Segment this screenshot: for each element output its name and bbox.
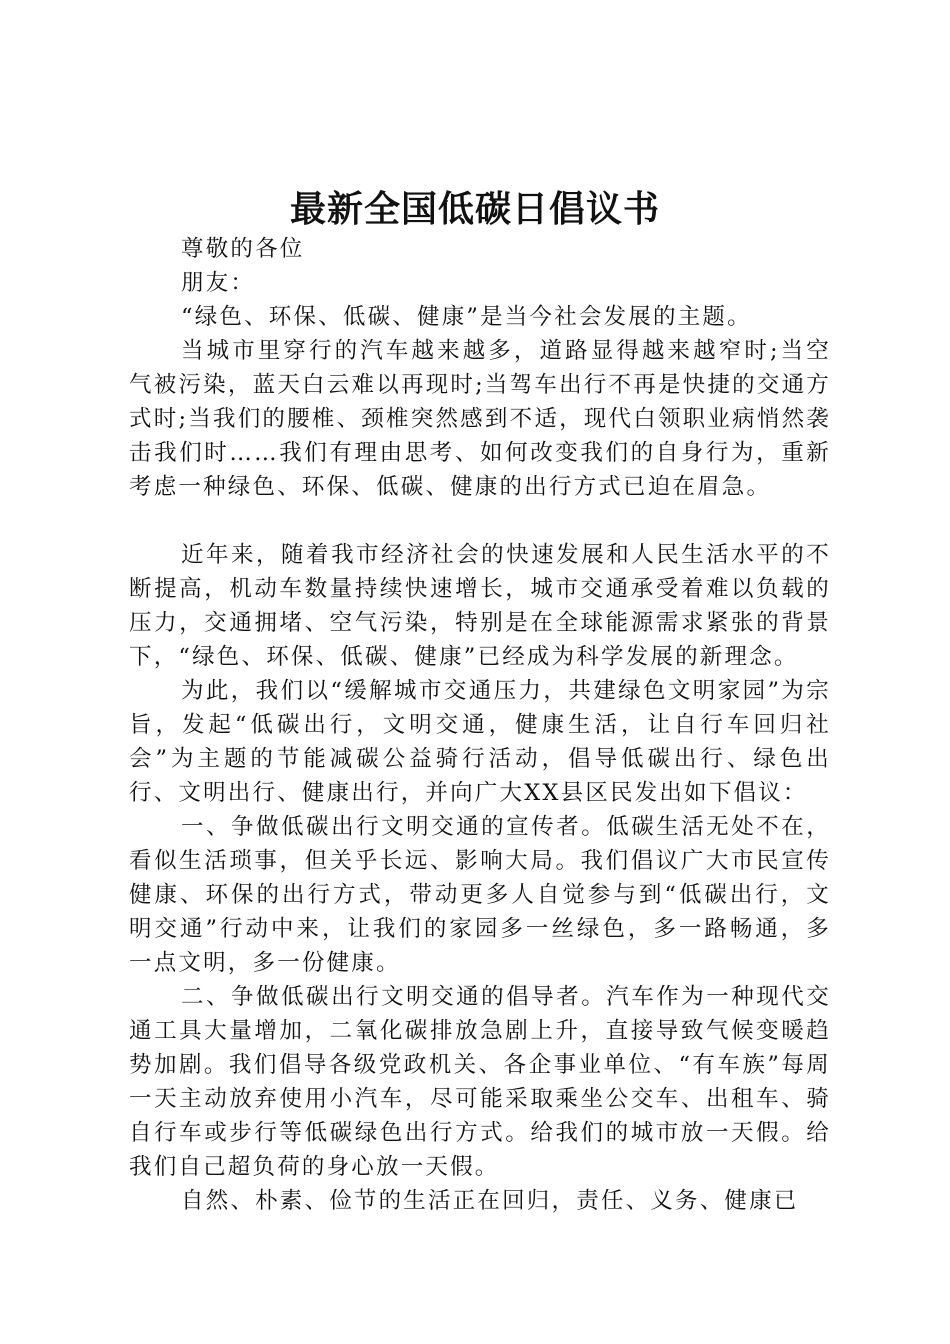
paragraph-proposal-2: 二、争做低碳出行文明交通的倡导者。汽车作为一种现代交通工具大量增加，二氧化碳排放急剧上升，直接导致气候变暖趋势加剧。我们倡导各级党政机关、各企事业单位、“有车族”每周一天主动放弃使用小汽车，尽可能采取乘坐公交车、出租车、骑自行车或步行等低碳绿色出行方式。给我们的城市放一天假。给我们自己超负荷的身心放一天假。 xyxy=(129,984,831,1180)
paragraph-proposal-1: 一、争做低碳出行文明交通的宣传者。低碳生活无处不在，看似生活琐事，但关乎长远、影响大局。我们倡议广大市民宣传健康、环保的出行方式，带动更多人自觉参与到“低碳出行，文明交通”行动中来，让我们的家园多一丝绿色，多一路畅通，多一点文明，多一份健康。 xyxy=(129,814,831,976)
document-title: 最新全国低碳日倡议书 xyxy=(289,189,660,230)
paragraph-initiative: 为此，我们以“缓解城市交通压力，共建绿色文明家园”为宗旨，发起“低碳出行，文明交通，健康生活，让自行车回归社会”为主题的节能减碳公益骑行活动，倡导低碳出行、绿色出行、文明出行、健康出行，并向广大XX县区民发出如下倡议： xyxy=(129,678,831,806)
paragraph-traffic-problems: 当城市里穿行的汽车越来越多，道路显得越来越窄时;当空气被污染，蓝天白云难以再现时;当驾车出行不再是快捷的交通方式时;当我们的腰椎、颈椎突然感到不适，现代白领职业病悄然袭击我们时……我们有理由思考、如何改变我们的自身行为，重新考虑一种绿色、环保、低碳、健康的出行方式已迫在眉急。 xyxy=(129,338,831,500)
paragraph-closing: 自然、朴素、俭节的生活正在回归，责任、义务、健康已 xyxy=(181,1188,799,1214)
salutation-line-2: 朋友： xyxy=(181,270,256,296)
salutation-line-1: 尊敬的各位 xyxy=(181,236,305,262)
paragraph-background: 近年来，随着我市经济社会的快速发展和人民生活水平的不断提高，机动车数量持续快速增长，城市交通承受着难以负载的压力，交通拥堵、空气污染，特别是在全球能源需求紧张的背景下，“绿色、环保、低碳、健康”已经成为科学发展的新理念。 xyxy=(129,542,831,670)
document-body xyxy=(129,232,831,1218)
paragraph-theme: “绿色、环保、低碳、健康”是当今社会发展的主题。 xyxy=(181,304,752,330)
